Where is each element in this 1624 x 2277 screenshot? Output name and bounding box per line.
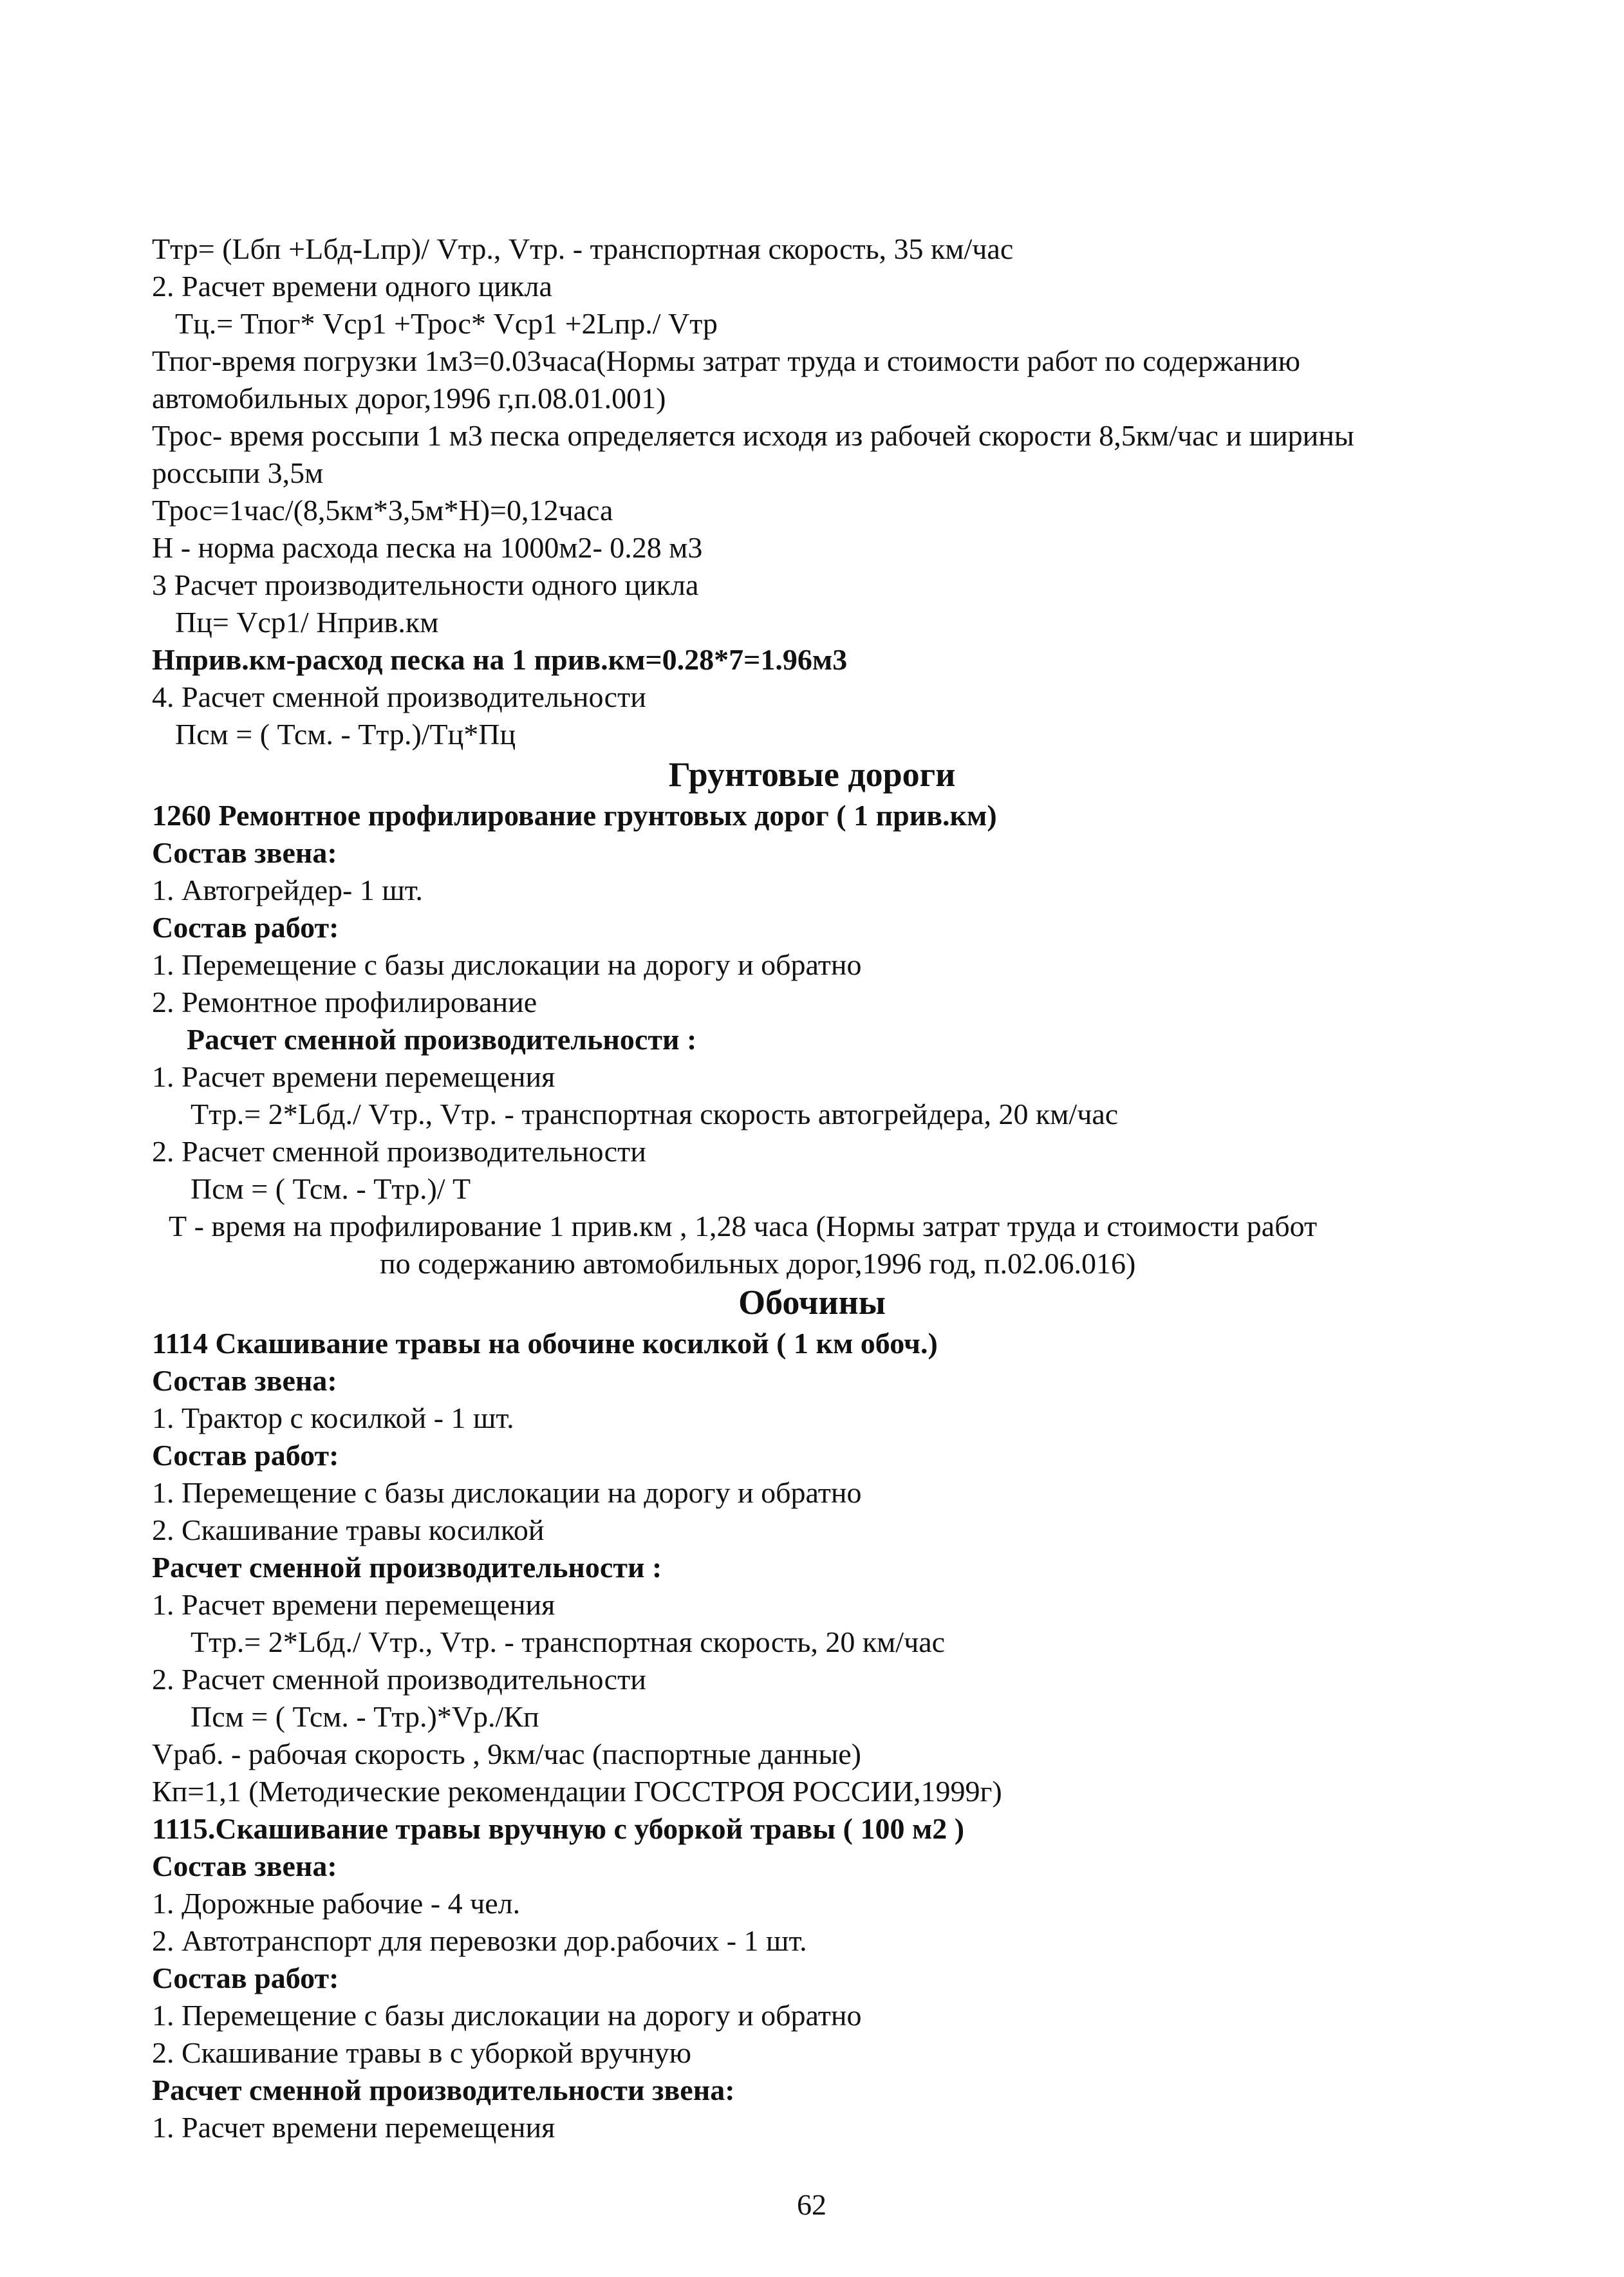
subheading: Расчет сменной производительности звена:	[152, 2074, 735, 2106]
item-title: 1114 Скашивание травы на обочине косилкой ( 1 км обоч.)	[152, 1327, 938, 1360]
text-line: автомобильных дорог,1996 г,п.08.01.001)	[152, 382, 666, 415]
list-item: 1. Автогрейдер- 1 шт.	[152, 874, 423, 906]
subheading: Состав работ:	[152, 1439, 339, 1472]
text-line: Тпог-время погрузки 1м3=0.03часа(Нормы затрат труда и стоимости работ по содержанию	[152, 344, 1300, 377]
subheading: Состав звена:	[152, 1364, 337, 1397]
section-title: Обочины	[738, 1283, 886, 1322]
formula-tros: Трос=1час/(8,5км*3,5м*Н)=0,12часа	[152, 494, 613, 527]
list-item: 2. Скашивание травы в с уборкой вручную	[152, 2036, 691, 2069]
formula-tc: Тц.= Тпог* Vср1 +Трос* Vср1 +2Lпр./ Vтр	[175, 307, 718, 340]
list-item: 1. Расчет времени перемещения	[152, 1060, 555, 1093]
step-heading: 2. Расчет времени одного цикла	[152, 270, 552, 303]
subheading: Расчет сменной производительности :	[152, 1551, 662, 1584]
subheading: Состав звена:	[152, 1850, 337, 1882]
formula-psm: Псм = ( Тсм. - Ттр.)/ Т	[191, 1172, 471, 1205]
formula-ttr: Ттр.= 2*Lбд./ Vтр., Vтр. - транспортная скорость, 20 км/час	[191, 1626, 946, 1658]
text-line: Н - норма расхода песка на 1000м2- 0.28 м3	[152, 531, 703, 564]
list-item: 1. Перемещение с базы дислокации на дорогу и обратно	[152, 1476, 862, 1509]
list-item: 1. Расчет времени перемещения	[152, 1588, 555, 1621]
step-heading: 3 Расчет производительности одного цикла	[152, 568, 699, 601]
step-heading: 4. Расчет сменной производительности	[152, 680, 646, 713]
text-line: Трос- время россыпи 1 м3 песка определяется исходя из рабочей скорости 8,5км/час и ширины	[152, 419, 1354, 452]
formula-ttr: Ттр.= 2*Lбд./ Vтр., Vтр. - транспортная скорость автогрейдера, 20 км/час	[191, 1098, 1119, 1130]
text-line: Кп=1,1 (Методические рекомендации ГОССТРОЯ РОССИИ,1999г)	[152, 1775, 1002, 1808]
text-line: Т - время на профилирование 1 прив.км , 1,28 часа (Нормы затрат труда и стоимости работ	[169, 1210, 1318, 1242]
text-line: Vраб. - рабочая скорость , 9км/час (паспортные данные)	[152, 1738, 862, 1770]
list-item: 1. Перемещение с базы дислокации на дорогу и обратно	[152, 948, 862, 981]
list-item: 2. Расчет сменной производительности	[152, 1135, 646, 1168]
formula-psm: Псм = ( Тсм. - Ттр.)/Тц*Пц	[175, 718, 516, 751]
list-item: 1. Дорожные рабочие - 4 чел.	[152, 1887, 521, 1920]
text-line: по содержанию автомобильных дорог,1996 год, п.02.06.016)	[380, 1247, 1136, 1280]
list-item: 1. Перемещение с базы дислокации на дорогу и обратно	[152, 1999, 862, 2032]
item-title: 1115.Скашивание травы вручную с уборкой травы ( 100 м2 )	[152, 1812, 965, 1845]
subheading: Расчет сменной производительности :	[187, 1023, 697, 1056]
section-title: Грунтовые дороги	[668, 755, 956, 794]
list-item: 2. Автотранспорт для перевозки дор.рабочих - 1 шт.	[152, 1924, 807, 1957]
formula-ttr: Ттр= (Lбп +Lбд-Lпр)/ Vтр., Vтр. - транспортная скорость, 35 км/час	[152, 232, 1014, 265]
list-item: 2. Ремонтное профилирование	[152, 986, 537, 1018]
list-item: 1. Трактор с косилкой - 1 шт.	[152, 1401, 514, 1434]
bold-line: Нприв.км-расход песка на 1 прив.км=0.28*7=1.96м3	[152, 643, 848, 676]
list-item: 2. Расчет сменной производительности	[152, 1663, 646, 1696]
page-number: 62	[797, 2188, 826, 2221]
subheading: Состав звена:	[152, 836, 337, 869]
text-line: россыпи 3,5м	[152, 456, 324, 489]
item-title: 1260 Ремонтное профилирование грунтовых дорог ( 1 прив.км)	[152, 799, 997, 832]
list-item: 1. Расчет времени перемещения	[152, 2111, 555, 2144]
formula-pc: Пц= Vср1/ Нприв.км	[175, 606, 439, 639]
subheading: Состав работ:	[152, 1962, 339, 1994]
subheading: Состав работ:	[152, 911, 339, 944]
list-item: 2. Скашивание травы косилкой	[152, 1513, 545, 1546]
formula-psm: Псм = ( Тсм. - Ттр.)*Vр./Кп	[191, 1700, 539, 1733]
